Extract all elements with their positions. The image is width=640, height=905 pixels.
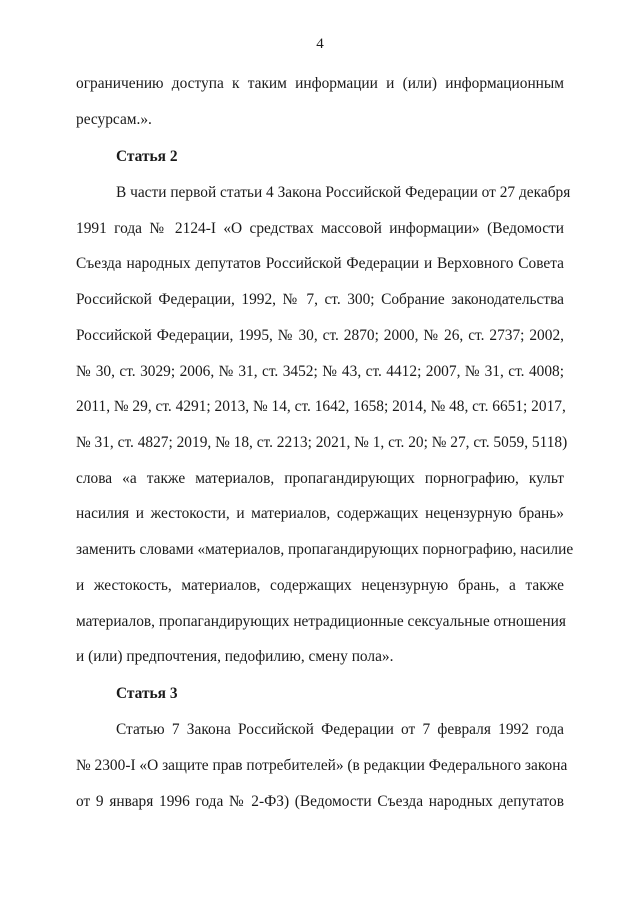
text-line: Съезда народных депутатов Российской Федерации и Верховного Совета xyxy=(76,255,564,272)
text-line: Статью 7 Закона Российской Федерации от 7 февраля 1992 года xyxy=(116,721,564,738)
article-3-heading: Статья 3 xyxy=(116,685,178,702)
text-line: от 9 января 1996 года № 2-ФЗ) (Ведомости Съезда народных депутатов xyxy=(76,793,564,810)
text-line: 2011, № 29, ст. 4291; 2013, № 14, ст. 1642, 1658; 2014, № 48, ст. 6651; 2017, xyxy=(76,398,566,415)
text-line: и жестокость, материалов, содержащих нецензурную брань, а также xyxy=(76,577,564,594)
page-number: 4 xyxy=(316,36,324,52)
text-line: слова «а также материалов, пропагандирующих порнографию, культ xyxy=(76,470,564,487)
text-line: насилия и жестокости, и материалов, содержащих нецензурную брань» xyxy=(76,505,564,522)
text-line: ограничению доступа к таким информации и (или) информационным xyxy=(76,75,564,92)
article-2-heading: Статья 2 xyxy=(116,148,178,165)
text-line: В части первой статьи 4 Закона Российской Федерации от 27 декабря xyxy=(116,184,571,201)
text-line: № 31, ст. 4827; 2019, № 18, ст. 2213; 2021, № 1, ст. 20; № 27, ст. 5059, 5118) xyxy=(76,434,568,451)
text-line: Российской Федерации, 1992, № 7, ст. 300; Собрание законодательства xyxy=(76,291,564,308)
text-line: заменить словами «материалов, пропагандирующих порнографию, насилие xyxy=(76,541,574,558)
text-line: ресурсам.». xyxy=(76,111,152,128)
text-line: материалов, пропагандирующих нетрадиционные сексуальные отношения xyxy=(76,613,566,630)
text-line: Российской Федерации, 1995, № 30, ст. 2870; 2000, № 26, ст. 2737; 2002, xyxy=(76,327,564,344)
text-line: № 2300-I «О защите прав потребителей» (в редакции Федерального закона xyxy=(76,757,568,774)
text-line: и (или) предпочтения, педофилию, смену пола». xyxy=(76,648,394,665)
text-line: 1991 года № 2124-I «О средствах массовой информации» (Ведомости xyxy=(76,220,564,237)
text-line: № 30, ст. 3029; 2006, № 31, ст. 3452; № 43, ст. 4412; 2007, № 31, ст. 4008; xyxy=(76,363,564,380)
